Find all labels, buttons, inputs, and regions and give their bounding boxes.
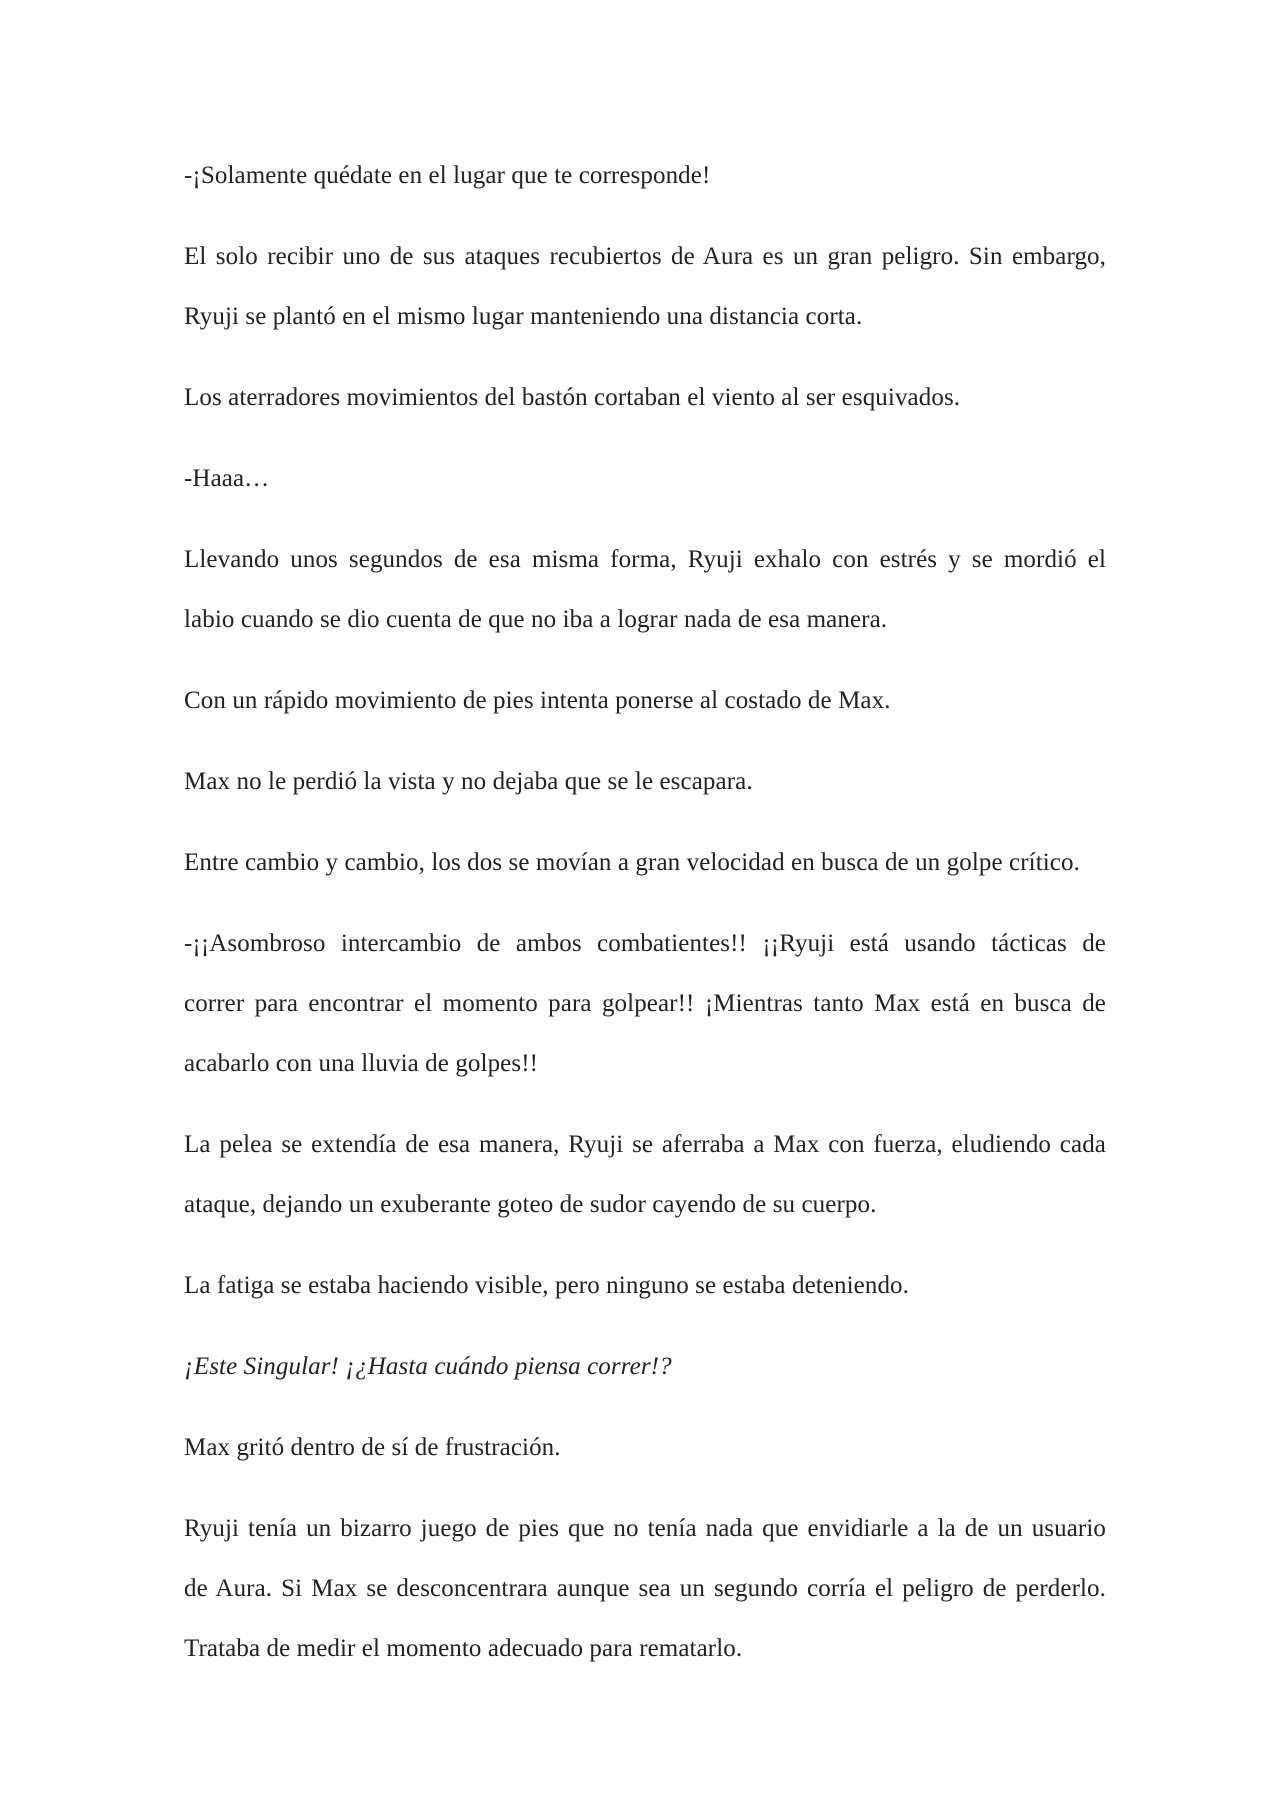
paragraph-11 bbox=[184, 1256, 1106, 1316]
paragraph-9 bbox=[184, 914, 1106, 1094]
paragraph-12-thought bbox=[184, 1337, 1106, 1397]
paragraph-1 bbox=[184, 146, 1106, 206]
paragraph-8 bbox=[184, 833, 1106, 893]
paragraph-line: labio cuando se dio cuenta de que no iba a lograr nada de esa manera. bbox=[184, 606, 888, 633]
paragraph-line: Max gritó dentro de sí de frustración. bbox=[184, 1434, 561, 1461]
paragraph-line: El solo recibir uno de sus ataques recubiertos de Aura es un gran peligro. Sin embargo, bbox=[184, 243, 1106, 270]
paragraph-3 bbox=[184, 368, 1106, 428]
paragraph-line: ataque, dejando un exuberante goteo de sudor cayendo de su cuerpo. bbox=[184, 1191, 877, 1218]
paragraph-line: Entre cambio y cambio, los dos se movían a gran velocidad en busca de un golpe crítico. bbox=[184, 849, 1080, 876]
paragraph-line: Ryuji tenía un bizarro juego de pies que no tenía nada que envidiarle a la de un usuario bbox=[184, 1515, 1106, 1542]
paragraph-line: Llevando unos segundos de esa misma forma, Ryuji exhalo con estrés y se mordió el bbox=[184, 546, 1106, 573]
paragraph-line: ¡Este Singular! ¡¿Hasta cuándo piensa correr!? bbox=[184, 1353, 672, 1380]
paragraph-10 bbox=[184, 1115, 1106, 1235]
paragraph-line: Trataba de medir el momento adecuado para rematarlo. bbox=[184, 1635, 743, 1662]
paragraph-line: -¡¡Asombroso intercambio de ambos combatientes!! ¡¡Ryuji está usando tácticas de bbox=[184, 930, 1106, 957]
paragraph-line: Ryuji se plantó en el mismo lugar manteniendo una distancia corta. bbox=[184, 303, 863, 330]
paragraph-line: Los aterradores movimientos del bastón cortaban el viento al ser esquivados. bbox=[184, 384, 961, 411]
paragraph-line: Max no le perdió la vista y no dejaba que se le escapara. bbox=[184, 768, 753, 795]
paragraph-14 bbox=[184, 1499, 1106, 1679]
paragraph-2 bbox=[184, 227, 1106, 347]
paragraph-7 bbox=[184, 752, 1106, 812]
paragraph-line: correr para encontrar el momento para golpear!! ¡Mientras tanto Max está en busca de bbox=[184, 990, 1106, 1017]
paragraph-line: La fatiga se estaba haciendo visible, pero ninguno se estaba deteniendo. bbox=[184, 1272, 909, 1299]
paragraph-4 bbox=[184, 449, 1106, 509]
paragraph-13 bbox=[184, 1418, 1106, 1478]
paragraph-5 bbox=[184, 530, 1106, 650]
paragraph-line: La pelea se extendía de esa manera, Ryuji se aferraba a Max con fuerza, eludiendo cada bbox=[184, 1131, 1106, 1158]
paragraph-line: acabarlo con una lluvia de golpes!! bbox=[184, 1050, 539, 1077]
document-body bbox=[184, 146, 1106, 1700]
paragraph-6 bbox=[184, 671, 1106, 731]
paragraph-line: -¡Solamente quédate en el lugar que te corresponde! bbox=[184, 162, 711, 189]
paragraph-line: de Aura. Si Max se desconcentrara aunque sea un segundo corría el peligro de perderlo. bbox=[184, 1575, 1106, 1602]
paragraph-line: -Haaa… bbox=[184, 465, 270, 492]
paragraph-line: Con un rápido movimiento de pies intenta ponerse al costado de Max. bbox=[184, 687, 891, 714]
